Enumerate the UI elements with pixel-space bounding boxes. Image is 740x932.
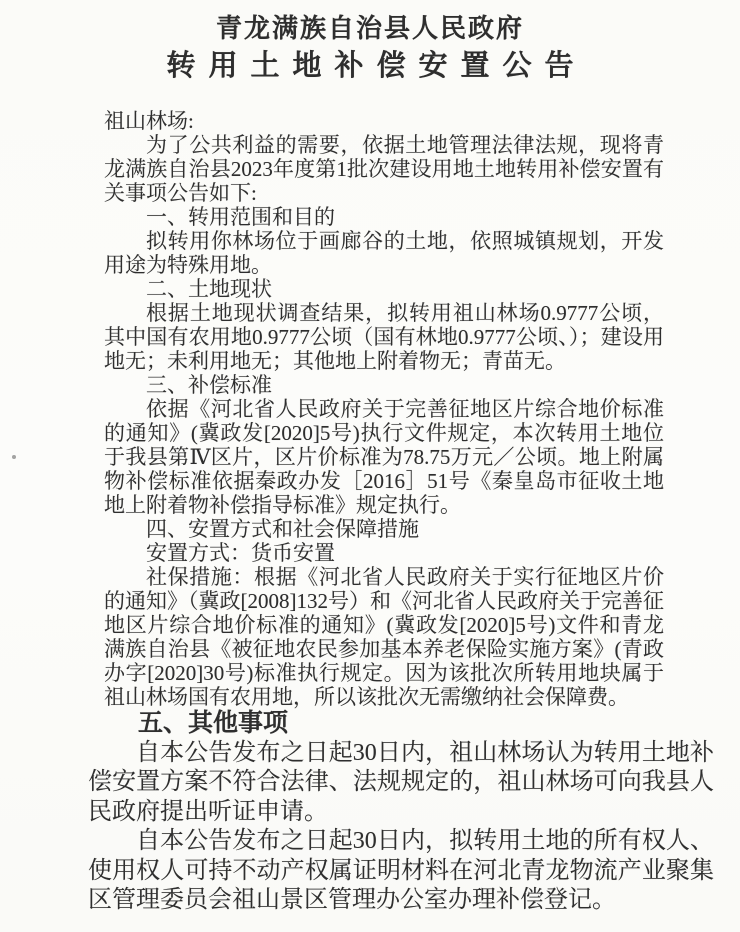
section-heading: 五、其他事项 xyxy=(138,710,289,737)
scan-artifact-speck xyxy=(12,455,16,459)
paragraph: 社保措施：根据《河北省人民政府关于实行征地区片价的通知》（冀政[2008]132号）和《河北省人民政府关于完善征地区片综合地价标准的通知》(冀政发[2020]5号)文件和青龙满族自治县《被征地农民参加基本养老保险实施方案》(青政办字[2020]30号)标准执行规定。因为该批次所转用地块属于祖山林场国有农用地，所以该批次无需缴纳社会保障费。 xyxy=(104,565,664,709)
paragraph: 为了公共利益的需要，依据土地管理法律法规，现将青龙满族自治县2023年度第1批次建设用地土地转用补偿安置有关事项公告如下: xyxy=(104,133,664,205)
notice-title-subject: 转用土地补偿安置公告 xyxy=(166,50,587,82)
paragraph: 依据《河北省人民政府关于完善征地区片综合地价标准的通知》(冀政发[2020]5号)执行文件规定，本次转用土地位于我县第Ⅳ区片，区片价标准为78.75万元／公顷。地上附属物补偿标准依据秦政办发［2016］51号《秦皇岛市征收土地地上附着物补偿指导标准》规定执行。 xyxy=(104,397,664,517)
salutation: 祖山林场: xyxy=(104,109,194,133)
paragraph: 一、转用范围和目的 xyxy=(146,205,335,229)
paragraph: 根据土地现状调查结果，拟转用祖山林场0.9777公顷，其中国有农用地0.9777公顷（国有林地0.9777公顷、）；建设用地无；未利用地无；其他地上附着物无；青苗无。 xyxy=(104,301,664,373)
paragraph: 安置方式：货币安置 xyxy=(146,541,335,565)
paragraph: 三、补偿标准 xyxy=(146,373,272,397)
paragraph: 二、土地现状 xyxy=(146,277,272,301)
notice-title-government: 青龙满族自治县人民政府 xyxy=(215,14,524,43)
paragraph: 拟转用你林场位于画廊谷的土地，依照城镇规划，开发用途为特殊用地。 xyxy=(104,229,664,277)
paragraph: 四、安置方式和社会保障措施 xyxy=(146,517,419,541)
paragraph: 自本公告发布之日起30日内，拟转用土地的所有权人、使用权人可持不动产权属证明材料在河北青龙物流产业聚集区管理委员会祖山景区管理办公室办理补偿登记。 xyxy=(88,828,714,913)
paragraph: 自本公告发布之日起30日内，祖山林场认为转用土地补偿安置方案不符合法律、法规规定的，祖山林场可向我县人民政府提出听证申请。 xyxy=(88,739,714,825)
document-body xyxy=(88,109,714,916)
